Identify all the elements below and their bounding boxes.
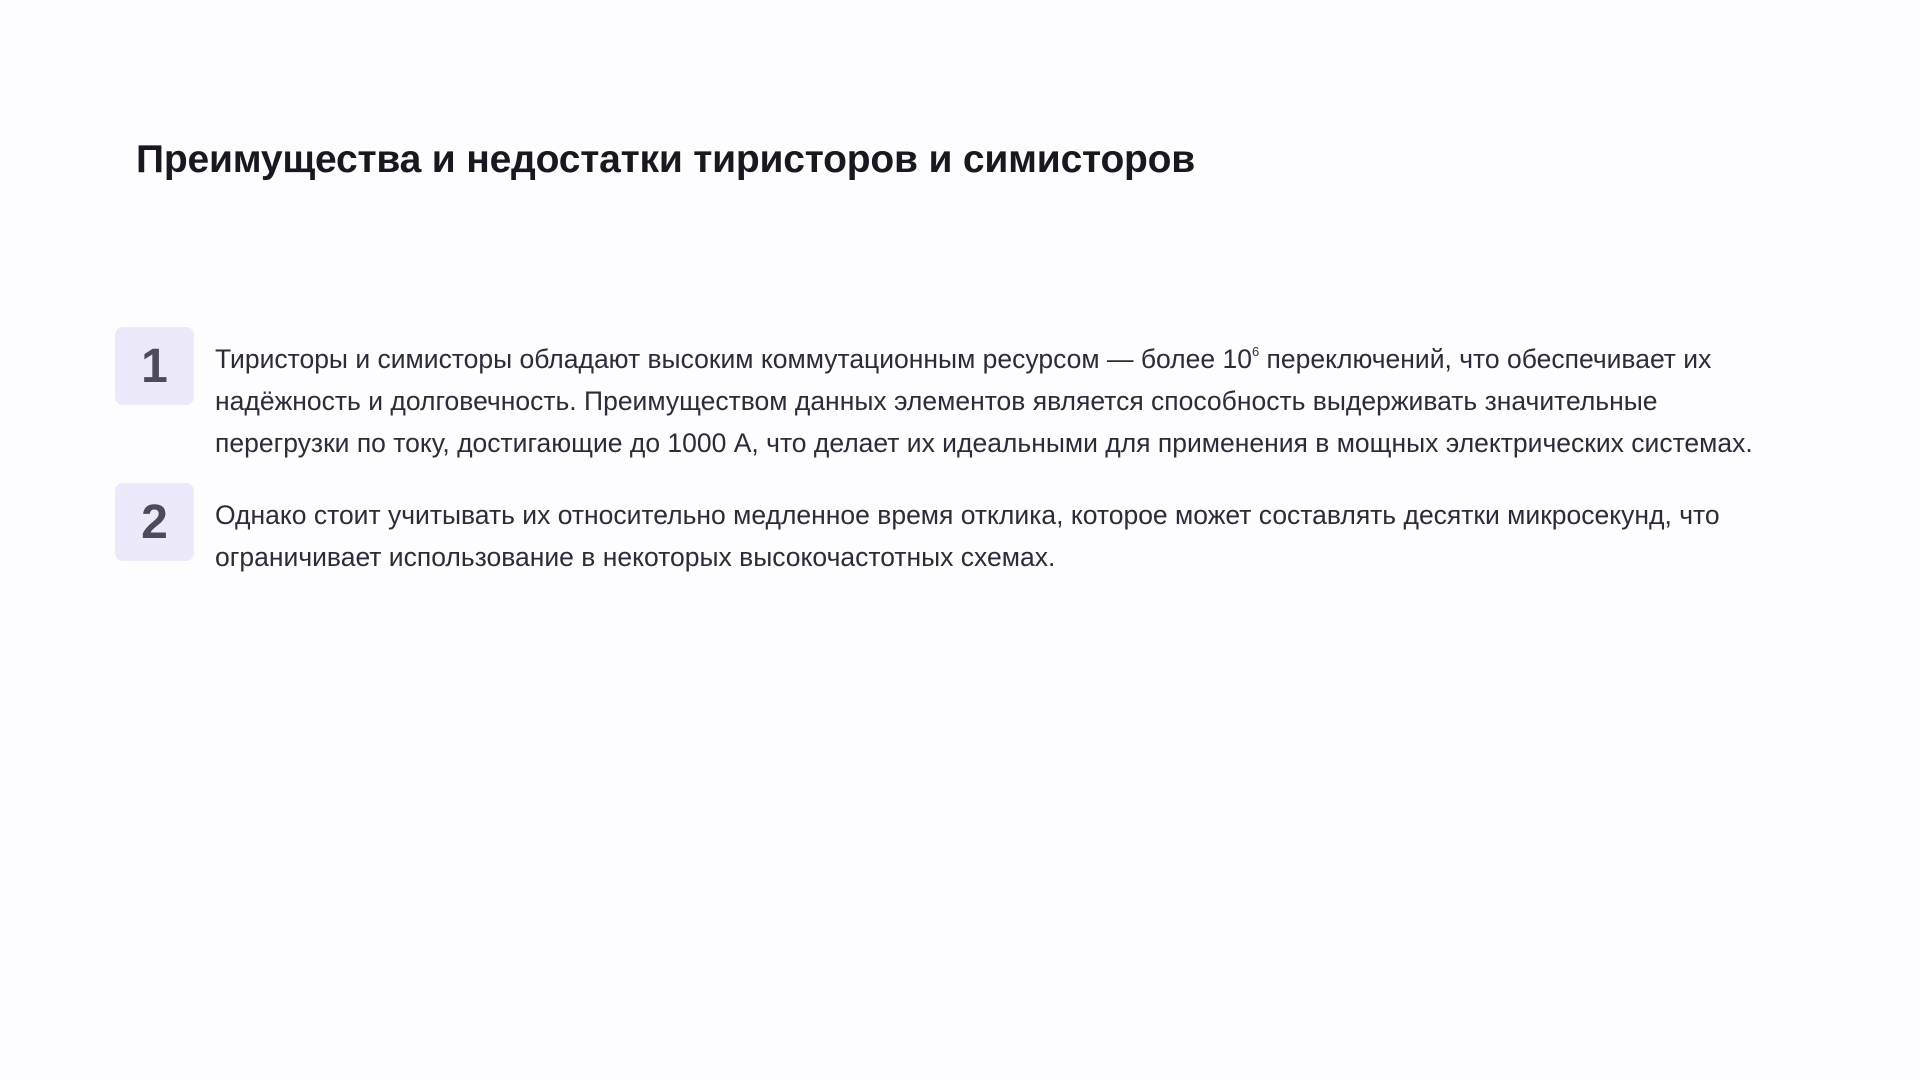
list-item bbox=[115, 483, 1755, 578]
item-text-part: Тиристоры и симисторы обладают высоким коммутационным ресурсом — более 10 bbox=[215, 344, 1252, 374]
numbered-list bbox=[115, 327, 1755, 597]
list-item bbox=[115, 327, 1755, 464]
item-number-badge: 1 bbox=[115, 327, 194, 405]
item-number-badge: 2 bbox=[115, 483, 194, 561]
item-text: Однако стоит учитывать их относительно медленное время отклика, которое может составлять десятки микросекунд, что ограничивает использование в некоторых высокочастотных схемах. bbox=[215, 500, 1720, 572]
item-text-part: переключений, что обеспечивает их надёжность и долговечность. Преимуществом данных элементов является способность выдерживать значительные перегрузки по току, достигающие до 1000 А, что делает их идеальными для применения в мощных электрических системах. bbox=[215, 344, 1753, 458]
superscript-exponent: 6 bbox=[1251, 344, 1260, 360]
item-text bbox=[215, 327, 1755, 464]
slide-title: Преимущества и недостатки тиристоров и симисторов bbox=[136, 138, 1196, 181]
